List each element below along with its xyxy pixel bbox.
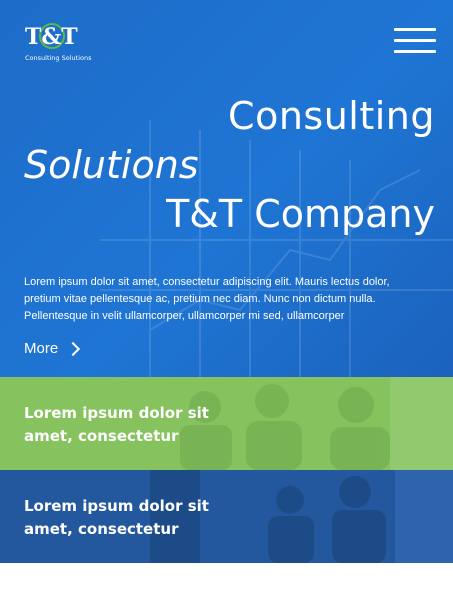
company-logo[interactable]: [22, 18, 92, 64]
feature-band-green[interactable]: [0, 377, 453, 470]
more-label: More: [24, 340, 59, 357]
logo-text: T&T: [25, 24, 78, 50]
hero-title-line-2: Solutions: [24, 143, 199, 187]
more-link[interactable]: [24, 340, 78, 357]
band-text-2: Lorem ipsum dolor sit amet, consectetur: [24, 497, 209, 538]
hero-description: Lorem ipsum dolor sit amet, consectetur adipiscing elit. Mauris lectus dolor, pretium vitae pellentesque ac, pretium nec diam. Nunc non dictum nulla. Pellentesque in velit ullamcorper, ullamcorper mi sed, ullamcorper: [24, 276, 390, 322]
hero-title-line-3: T&T Company: [166, 192, 435, 236]
logo-tagline: Consulting Solutions: [25, 54, 92, 62]
chevron-right-icon: [66, 342, 80, 356]
hero-title-line-1: Consulting: [228, 94, 435, 138]
feature-band-blue[interactable]: [0, 470, 453, 563]
band-text-1: Lorem ipsum dolor sit amet, consectetur: [24, 404, 209, 445]
hamburger-menu-icon[interactable]: [394, 28, 436, 56]
